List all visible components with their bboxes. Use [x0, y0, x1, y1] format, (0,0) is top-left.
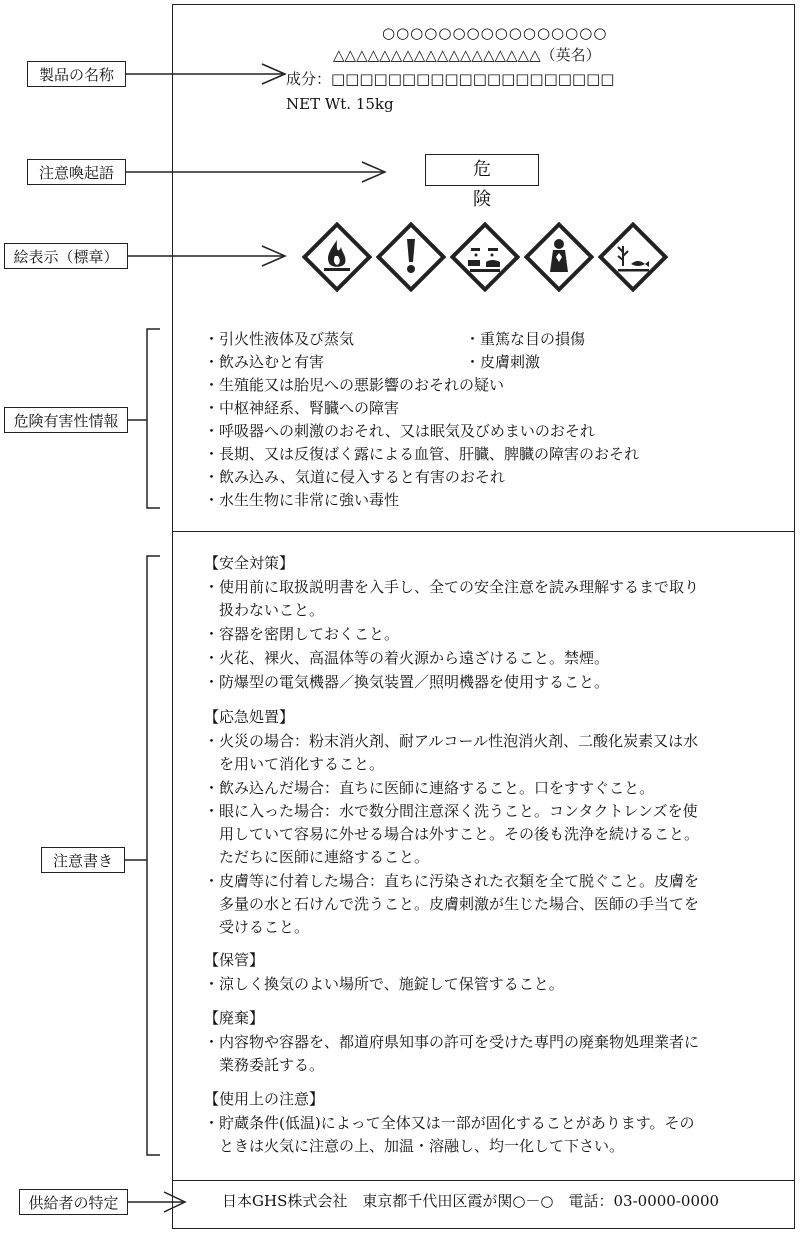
precaution-line: ・貯蔵条件(低温)によって全体又は一部が固化することがあります。その	[204, 1114, 695, 1132]
precaution-line: ・火災の場合：粉末消火剤、耐アルコール性泡消火剤、二酸化炭素又は水	[204, 732, 699, 750]
precaution-line: 用していて容易に外せる場合は外すこと。その後も洗浄を続けること。	[204, 825, 700, 843]
hazard-item: ・ 長期、又は反復ばく露による血管、肝臓、脾臓の障害のおそれ	[204, 443, 639, 466]
supplier-info: 日本GHS株式会社 東京都千代田区霞が関○－○ 電話：03-0000-0000	[222, 1192, 720, 1210]
hazard-item: ・ 生殖能又は胎児への悪影響のおそれの疑い	[204, 374, 504, 397]
precaution-line: ときは火気に注意の上、加温・溶融し、均一化して下さい。	[204, 1137, 625, 1155]
health-hazard-icon	[524, 222, 594, 292]
corrosion-icon	[450, 222, 520, 292]
precaution-line: 扱わないこと。	[204, 601, 325, 619]
hazard-item: ・ 呼吸器への刺激のおそれ、又は眠気及びめまいのおそれ	[204, 420, 595, 443]
section-heading-response: 【応急処置】	[204, 708, 295, 726]
precaution-line: ・皮膚等に付着した場合：直ちに汚染された衣類を全て脱ぐこと。皮膚を	[204, 872, 700, 890]
precaution-line: ・容器を密閉しておくこと。	[204, 625, 400, 643]
label-supplier: 供給者の特定	[19, 1189, 128, 1215]
section-heading-usage: 【使用上の注意】	[204, 1090, 325, 1108]
signal-word-box: 危険	[425, 154, 539, 186]
hazard-item: ・ 引火性液体及び蒸気	[204, 328, 354, 351]
section-heading-storage: 【保管】	[204, 951, 265, 969]
section-heading-disposal: 【廃棄】	[204, 1009, 265, 1027]
section-heading-safety: 【安全対策】	[204, 554, 295, 572]
flame-icon	[302, 222, 372, 292]
hazard-item: ・ 水生生物に非常に強い毒性	[204, 489, 399, 512]
environment-icon	[598, 222, 668, 292]
precaution-line: を用いて消化すること。	[204, 755, 385, 773]
precaution-line: ただちに医師に連絡すること。	[204, 848, 430, 866]
precaution-line: ・火花、裸火、高温体等の着火源から遠ざけること。禁煙。	[204, 649, 610, 667]
precaution-line: 多量の水と石けんで洗うこと。皮膚刺激が生じた場合、医師の手当てを	[204, 895, 700, 913]
precaution-line: 業務委託する。	[204, 1056, 325, 1074]
product-name-en: △△△△△△△△△△△△△△△△△△（英名）	[333, 46, 601, 64]
label-pictogram: 絵表示（標章）	[4, 243, 128, 269]
precaution-line: ・内容物や容器を、都道府県知事の許可を受けた専門の廃棄物処理業者に	[204, 1033, 700, 1051]
precaution-line: ・眼に入った場合：水で数分間注意深く洗うこと。コンタクトレンズを使	[204, 802, 698, 820]
hazard-item: ・ 飲み込み、気道に侵入すると有害のおそれ	[204, 466, 505, 489]
precaution-line: ・使用前に取扱説明書を入手し、全ての安全注意を読み理解するまで取り	[204, 578, 700, 596]
hazard-item: ・ 皮膚刺激	[465, 351, 540, 374]
exclamation-icon	[376, 222, 446, 292]
label-signal-word: 注意喚起語	[27, 159, 126, 185]
ingredients: 成分：□□□□□□□□□□□□□□□□□□□□	[286, 70, 615, 88]
hazard-item: ・ 飲み込むと有害	[204, 351, 324, 374]
label-product-name: 製品の名称	[27, 61, 126, 87]
precaution-line: ・涼しく換気のよい場所で、施錠して保管すること。	[204, 975, 564, 993]
hazard-item: ・ 中枢神経系、腎臓への障害	[204, 397, 399, 420]
precaution-line: ・防爆型の電気機器／換気装置／照明機器を使用すること。	[204, 673, 610, 691]
precaution-line: 受けること。	[204, 918, 310, 936]
label-precautions: 注意書き	[41, 847, 125, 873]
hazard-item: ・ 重篤な目の損傷	[465, 328, 585, 351]
precaution-line: ・飲み込んだ場合：直ちに医師に連絡すること。口をすすぐこと。	[204, 779, 655, 797]
product-name-jp: ○○○○○○○○○○○○○○○○	[382, 24, 608, 42]
label-hazard-info: 危険有害性情報	[4, 407, 128, 433]
net-weight: NET Wt. 15kg	[286, 95, 394, 113]
